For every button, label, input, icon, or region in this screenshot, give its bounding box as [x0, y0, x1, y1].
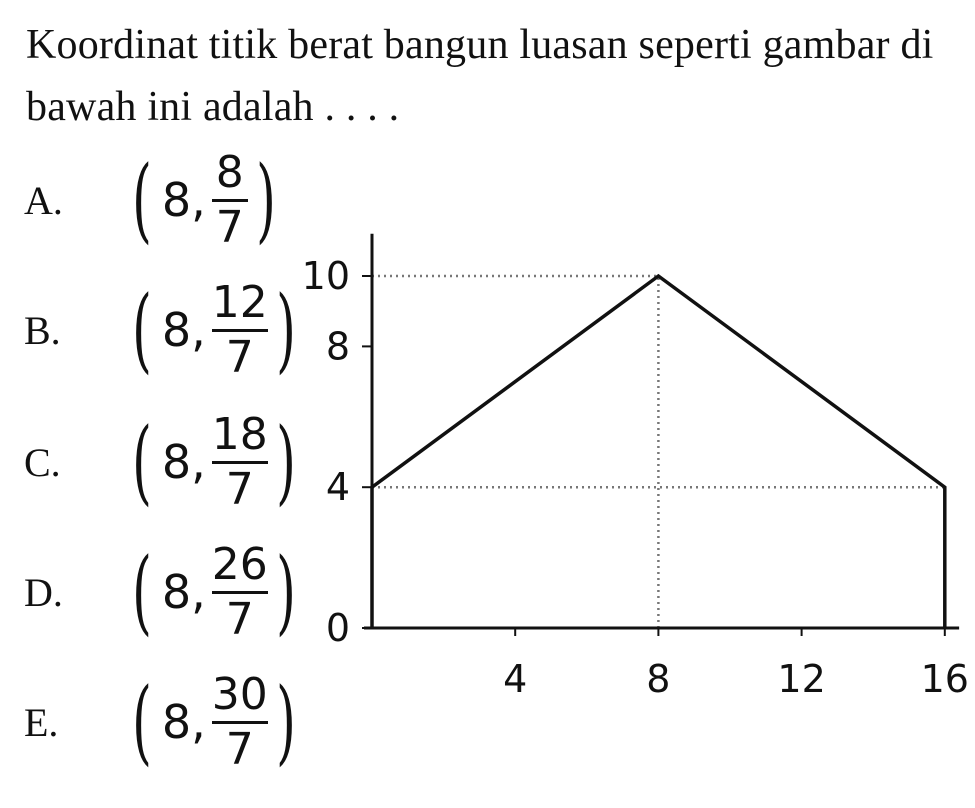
- y-fraction: [211, 538, 268, 645]
- option-letter: C.: [24, 439, 61, 485]
- x-coordinate: 8,: [161, 565, 206, 619]
- option-b[interactable]: [24, 270, 304, 390]
- x-tick-label: 4: [503, 657, 528, 701]
- y-fraction: [212, 146, 248, 253]
- option-letter: A.: [24, 177, 63, 223]
- denominator: 7: [225, 723, 254, 775]
- x-coordinate: 8,: [161, 435, 206, 489]
- right-paren: ): [275, 408, 296, 515]
- option-c[interactable]: [24, 402, 304, 522]
- left-paren: (: [132, 146, 152, 253]
- x-coordinate: 8,: [161, 695, 206, 749]
- denominator: 7: [225, 331, 254, 383]
- y-fraction: [211, 408, 268, 515]
- left-paren: (: [132, 668, 152, 775]
- right-paren: ): [275, 668, 296, 775]
- denominator: 7: [215, 201, 244, 253]
- dotted-guide-lines: [372, 276, 945, 628]
- numerator: 26: [211, 538, 268, 590]
- left-paren: (: [132, 538, 152, 645]
- x-tick-label: 12: [777, 657, 826, 701]
- left-paren: (: [132, 276, 152, 383]
- axis-labels: [302, 254, 969, 701]
- x-coordinate: 8,: [161, 303, 206, 357]
- shape-figure: [290, 210, 970, 720]
- denominator: 7: [225, 593, 254, 645]
- option-a[interactable]: [24, 140, 284, 260]
- option-d[interactable]: [24, 532, 304, 652]
- numerator: 8: [215, 146, 244, 198]
- right-paren: ): [275, 538, 296, 645]
- option-e[interactable]: [24, 662, 304, 782]
- x-tick-label: 16: [920, 657, 969, 701]
- option-letter: B.: [24, 307, 61, 353]
- denominator: 7: [225, 463, 254, 515]
- y-tick-label: 8: [325, 324, 350, 369]
- y-tick-label: 10: [301, 254, 350, 298]
- numerator: 18: [211, 408, 268, 460]
- y-tick-label: 4: [325, 465, 350, 510]
- y-tick-label: 0: [325, 606, 350, 650]
- numerator: 30: [211, 668, 268, 720]
- x-coordinate: 8,: [161, 173, 206, 227]
- left-paren: (: [132, 408, 152, 515]
- numerator: 12: [211, 276, 268, 328]
- x-tick-label: 8: [646, 657, 671, 701]
- question-text: Koordinat titik berat bangun luasan seperti gambar di bawah ini adalah . . . .: [26, 22, 934, 130]
- right-paren: ): [255, 146, 276, 253]
- y-fraction: [211, 276, 268, 383]
- y-fraction: [211, 668, 268, 775]
- right-paren: ): [275, 276, 296, 383]
- option-letter: E.: [24, 699, 59, 745]
- option-letter: D.: [24, 569, 63, 615]
